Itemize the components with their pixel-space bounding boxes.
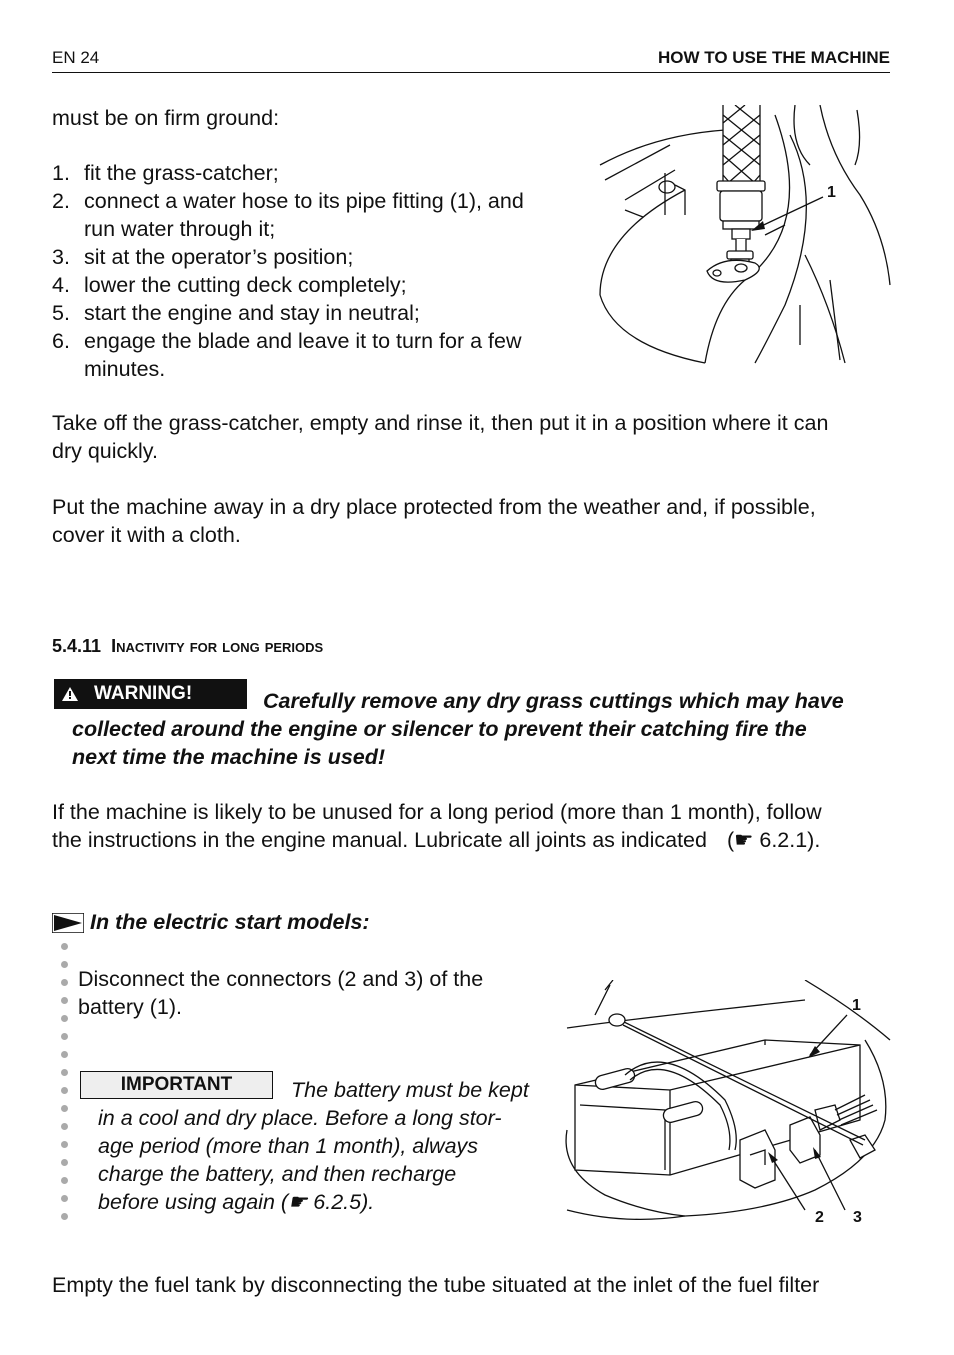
putaway-paragraph: Put the machine away in a dry place protected from the weather and, if possible, cover it with a cloth. [52,495,816,547]
takeoff-paragraph: Take off the grass-catcher, empty and rinse it, then put it in a position where it can dry quickly. [52,411,829,463]
list-item: 5. start the engine and stay in neutral; [52,301,420,325]
disconnect-text: Disconnect the connectors (2 and 3) of the battery (1). [78,967,484,1019]
dot-marker [61,1015,68,1022]
electric-heading: In the electric start models: [90,910,370,934]
list-item: 6. engage the blade and leave it to turn for a few minutes. [52,329,522,381]
figure2-callout-1: 1 [852,997,861,1014]
battery-illustration [565,980,895,1242]
steps-list [52,159,572,383]
figure2-callout-3: 3 [853,1209,862,1226]
dot-marker [61,1213,68,1220]
dot-marker [61,961,68,968]
figure2-callout-2: 2 [815,1209,824,1226]
dot-marker [61,1195,68,1202]
section-heading: 5.4.11 Inactivity for long periods [52,636,324,656]
list-item: 4. lower the cutting deck completely; [52,273,407,297]
dot-marker [61,1159,68,1166]
warning-text-line1: Carefully remove any dry grass cuttings which may have [263,689,844,713]
list-item: 2. connect a water hose to its pipe fitting (1), and run water through it; [52,189,524,241]
list-item: 3. sit at the operator’s position; [52,245,354,269]
warning-label: WARNING! [94,683,193,704]
warning-badge [54,679,247,709]
dot-marker [61,1105,68,1112]
arrow-right-icon [52,913,84,933]
important-text-line1: The battery must be kept [291,1078,529,1102]
fuel-paragraph: Empty the fuel tank by disconnecting the tube situated at the inlet of the fuel filter [52,1273,820,1297]
figure1-callout: 1 [827,184,836,201]
important-text-lines: in a cool and dry place. Before a long stor- age period (more than 1 month), always charge the battery, and then recharge before using again (☛ 6.2.5). [98,1106,502,1214]
dot-marker [61,1033,68,1040]
header-rule [52,72,890,73]
warning-text-line2: collected around the engine or silencer to prevent their catching fire the [72,717,807,741]
important-badge: IMPORTANT [80,1071,273,1099]
dot-marker [61,1051,68,1058]
intro-text: must be on firm ground: [52,106,280,130]
chapter-title: HOW TO USE THE MACHINE [657,48,890,67]
dot-marker [61,997,68,1004]
page-number: EN 24 [52,48,100,67]
warning-text-line3: next time the machine is used! [72,745,386,769]
unused-paragraph: If the machine is likely to be unused for a long period (more than 1 month), follow the instructions in the engine manual. Lubricate all joints as indicated (☛ 6.2.1). [52,800,822,852]
dot-marker [61,943,68,950]
dot-marker [61,1069,68,1076]
dot-marker [61,1123,68,1130]
dot-marker [61,979,68,986]
warning-triangle-icon [62,687,78,701]
list-item: 1. fit the grass-catcher; [52,161,279,185]
dot-marker [61,1087,68,1094]
dot-marker [61,1141,68,1148]
hose-fitting-illustration [595,105,895,370]
dot-marker [61,1177,68,1184]
